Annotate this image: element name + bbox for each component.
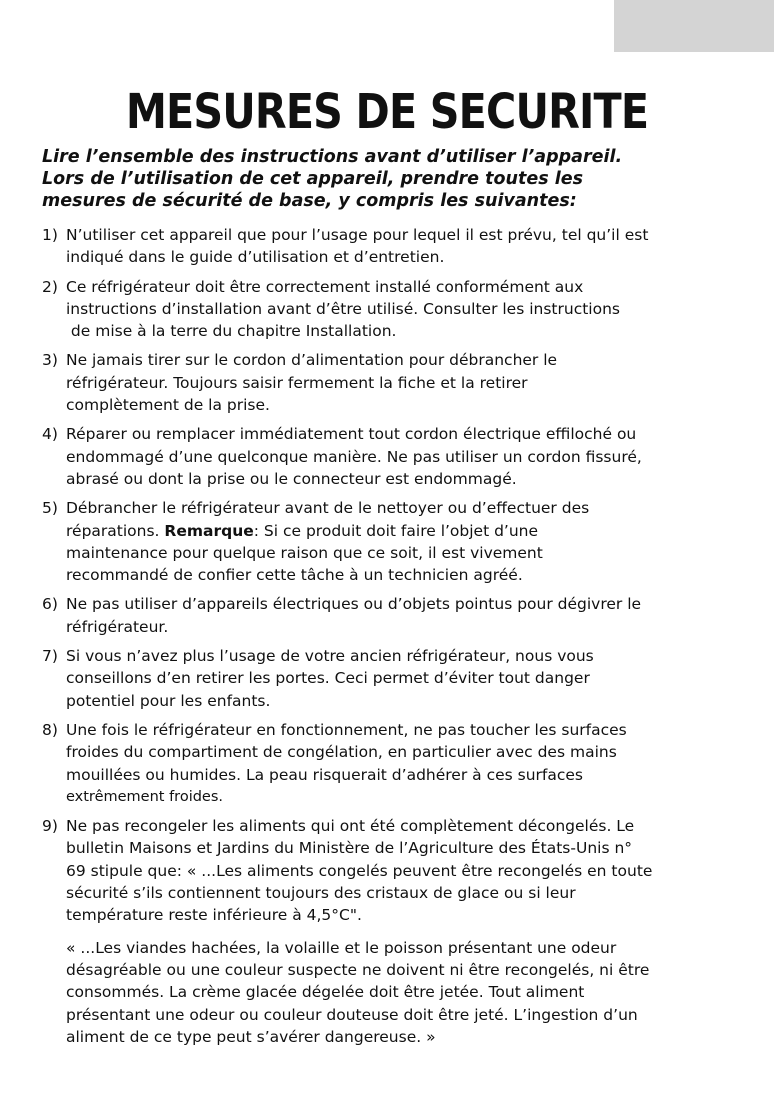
item-line: réfrigérateur. Toujours saisir fermement la fiche et la retirer (66, 373, 528, 392)
quote-line: consommés. La crème glacée dégelée doit être jetée. Tout aliment (66, 983, 585, 1002)
quote-line: désagréable ou une couleur suspecte ne doivent ni être recongelés, ni être (66, 960, 650, 979)
item-line: potentiel pour les enfants. (66, 691, 271, 710)
safety-item-4 (42, 423, 762, 490)
safety-item-2 (42, 276, 762, 343)
item-line: Ne pas recongeler les aliments qui ont été complètement décongelés. Le (66, 817, 635, 836)
item-line: extrêmement froides. (66, 788, 224, 805)
intro-line: Lors de l’utilisation de cet appareil, prendre toutes les (42, 169, 584, 189)
safety-item-1 (42, 224, 762, 269)
item-line: conseillons d’en retirer les portes. Ceci permet d’éviter tout danger (66, 669, 590, 688)
item-line: indiqué dans le guide d’utilisation et d’entretien. (66, 248, 445, 267)
safety-item-3 (42, 349, 762, 416)
item-line: Réparer ou remplacer immédiatement tout cordon électrique effiloché ou (66, 425, 637, 444)
item-line: sécurité s’ils contiennent toujours des cristaux de glace ou si leur (66, 884, 576, 903)
item-line: Débrancher le réfrigérateur avant de le nettoyer ou d’effectuer des (66, 499, 590, 518)
item-number: 9) (42, 817, 58, 836)
item-line: de mise à la terre du chapitre Installation. (66, 322, 397, 341)
item-number: 4) (42, 425, 58, 444)
item-number: 6) (42, 595, 58, 614)
intro-line: Lire l’ensemble des instructions avant d’utiliser l’appareil. (42, 147, 623, 167)
item-number: 2) (42, 277, 58, 296)
item-text: : Si ce produit doit faire l’objet d’une (253, 521, 539, 540)
intro-line: mesures de sécurité de base, y compris les suivantes: (42, 191, 577, 211)
safety-item-5 (42, 497, 762, 586)
item-text: réparations. (66, 521, 165, 540)
item-line: 69 stipule que: « ...Les aliments congelés peuvent être recongelés en toute (66, 861, 653, 880)
item-line: bulletin Maisons et Jardins du Ministère de l’Agriculture des États-Unis n° (66, 839, 633, 858)
item-line: complètement de la prise. (66, 396, 270, 415)
note-label: Remarque (164, 521, 254, 540)
quote-line: aliment de ce type peut s’avérer dangereuse. » (66, 1027, 436, 1046)
quote-line: présentant une odeur ou couleur douteuse doit être jeté. L’ingestion d’un (66, 1005, 638, 1024)
item-line: température reste inférieure à 4,5°C". (66, 906, 362, 925)
item-number: 1) (42, 226, 58, 244)
item-line: maintenance pour quelque raison que ce soit, il est vivement (66, 543, 543, 562)
item-line: Si vous n’avez plus l’usage de votre ancien réfrigérateur, nous vous (66, 647, 594, 666)
item-line: recommandé de confier cette tâche à un technicien agréé. (66, 566, 523, 585)
item-number: 5) (42, 499, 58, 518)
quote-line: « ...Les viandes hachées, la volaille et le poisson présentant une odeur (66, 938, 617, 957)
safety-item-9 (42, 815, 762, 1048)
item-line: Ce réfrigérateur doit être correctement installé conformément aux (66, 277, 584, 296)
safety-item-8 (42, 719, 762, 808)
item-line-with-note (66, 520, 762, 542)
item-line: Ne pas utiliser d’appareils électriques ou d’objets pointus pour dégivrer le (66, 595, 642, 614)
safety-item-7 (42, 645, 762, 712)
item-line: mouillées ou humides. La peau risquerait d’adhérer à ces surfaces (66, 765, 583, 784)
item-line: abrasé ou dont la prise ou le connecteur est endommagé. (66, 469, 517, 488)
item-line: N’utiliser cet appareil que pour l’usage pour lequel il est prévu, tel qu’il est (66, 226, 649, 244)
item-line: froides du compartiment de congélation, en particulier avec des mains (66, 743, 617, 762)
item-line: instructions d’installation avant d’être utilisé. Consulter les instructions (66, 299, 620, 318)
safety-list (42, 224, 762, 1055)
intro-text (42, 146, 762, 212)
safety-item-6 (42, 593, 762, 638)
item-number: 3) (42, 351, 58, 370)
page-title: MESURES DE SECURITE (125, 84, 649, 140)
item-line: Une fois le réfrigérateur en fonctionnement, ne pas toucher les surfaces (66, 720, 627, 739)
corner-tab (614, 0, 774, 52)
item-line: réfrigérateur. (66, 617, 169, 636)
item-line: Ne jamais tirer sur le cordon d’alimentation pour débrancher le (66, 351, 558, 370)
item-line: endommagé d’une quelconque manière. Ne pas utiliser un cordon fissuré, (66, 447, 642, 466)
item-number: 8) (42, 720, 58, 739)
item-number: 7) (42, 647, 58, 666)
